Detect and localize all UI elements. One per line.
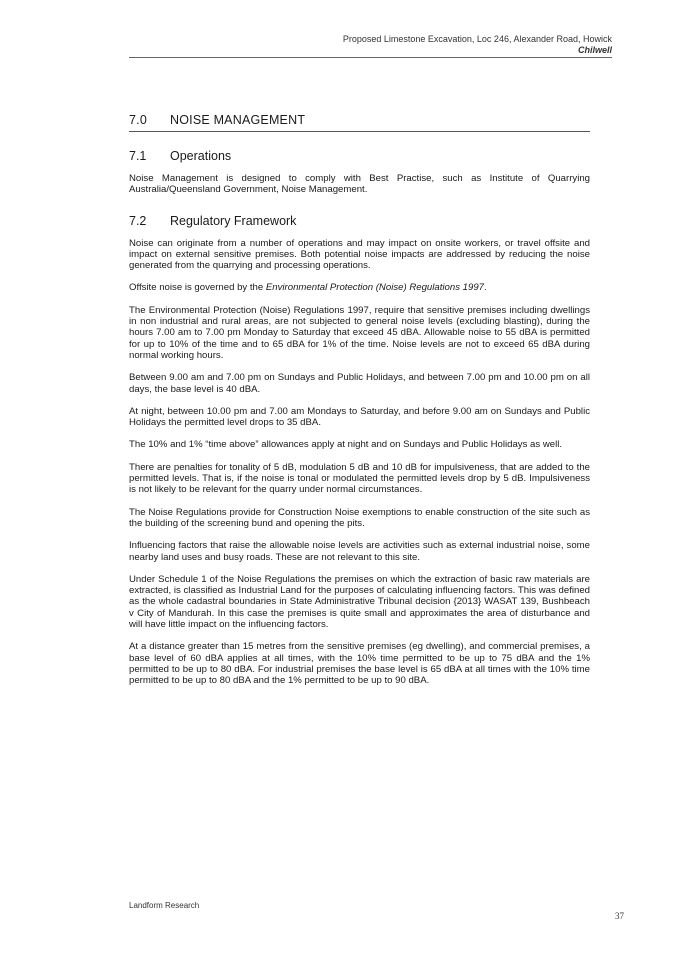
paragraph-regulation-reference: [129, 282, 590, 293]
subsection-heading-operations: [129, 149, 590, 163]
paragraph-text: Offsite noise is governed by the: [129, 282, 266, 294]
regulation-title: Environmental Protection (Noise) Regulations 1997: [265, 282, 484, 294]
section-heading: [129, 113, 590, 132]
page-number: 37: [615, 911, 624, 921]
paragraph: Under Schedule 1 of the Noise Regulations the premises on which the extraction of basic raw materials are extracted, is classified as Industrial Land for the purposes of calculating influencing factors. This was defined as the whole cadastral boundaries in State Administrative Tribunal decision {2013} WASAT 139, Bushbeach v City of Mandurah. In this case the premises is quite small and approximates the area of disturbance and will have little impact on the influencing factors.: [129, 573, 590, 631]
paragraph: At night, between 10.00 pm and 7.00 am Mondays to Saturday, and before 9.00 am on Sundays and Public Holidays the permitted level drops to 35 dBA.: [129, 405, 590, 429]
paragraph: Influencing factors that raise the allowable noise levels are activities such as external industrial noise, some nearby land uses and busy roads. These are not relevant to this site.: [129, 540, 590, 563]
paragraph: The Environmental Protection (Noise) Regulations 1997, require that sensitive premises including dwellings in non industrial and rural areas, are not subjected to general noise levels (excluding blasting), during the hours 7.00 am to 7.00 pm Monday to Saturday that exceed 45 dBA. Allowable noise to 55 dBA is permitted for up to 10% of the time and to 65 dBA for 1% of the time. Noise levels are not to exceed 65 dBA during normal working hours.: [129, 304, 590, 361]
subsection-number: 7.2: [129, 213, 147, 228]
paragraph: Between 9.00 am and 7.00 pm on Sundays and Public Holidays, and between 7.00 pm and 10.00 pm on all days, the base level is 40 dBA.: [129, 372, 590, 395]
section-number: 7.0: [129, 113, 147, 127]
page-content: [129, 113, 590, 687]
subsection-heading-regulatory: [129, 214, 590, 228]
paragraph: At a distance greater than 15 metres from the sensitive premises (eg dwelling), and commercial premises, a base level of 60 dBA applies at all times, with the 10% time permitted to be up to 75 dBA and the 1% permitted to be up to 80 dBA. For industrial premises the base level is 65 dBA at all times with the 10% time permitted to be up to 80 dBA and the 1% permitted to be up to 90 dBA.: [129, 641, 590, 687]
paragraph: Noise can originate from a number of operations and may impact on onsite workers, or travel offsite and impact on external sensitive premises. Both potential noise impacts are addressed by reducing the noise generated from the quarrying and processing operations.: [129, 237, 590, 272]
paragraph: The Noise Regulations provide for Construction Noise exemptions to enable construction of the site such as the building of the screening bund and opening the pits.: [129, 506, 590, 529]
section-title: NOISE MANAGEMENT: [170, 113, 306, 127]
header-project-title: Proposed Limestone Excavation, Loc 246, Alexander Road, Howick: [342, 34, 612, 44]
header-divider: [129, 57, 612, 58]
paragraph-text: .: [484, 282, 487, 294]
subsection-number: 7.1: [129, 149, 147, 163]
paragraph: There are penalties for tonality of 5 dB, modulation 5 dB and 10 dB for impulsiveness, that are added to the permitted levels. That is, if the noise is tonal or modulated the permitted levels drop by 5 dB. Impulsiveness is not likely to be relevant for the quarry under normal circumstances.: [129, 461, 590, 496]
footer-company: Landform Research: [129, 901, 200, 910]
header-client: Chilwell: [577, 45, 612, 55]
paragraph: The 10% and 1% “time above” allowances apply at night and on Sundays and Public Holidays as well.: [129, 439, 563, 451]
running-header: [129, 34, 612, 56]
paragraph: Noise Management is designed to comply with Best Practise, such as Institute of Quarrying Australia/Queensland Government, Noise Management.: [129, 173, 590, 196]
subsection-title: Operations: [170, 149, 232, 163]
subsection-title: Regulatory Framework: [170, 213, 297, 228]
